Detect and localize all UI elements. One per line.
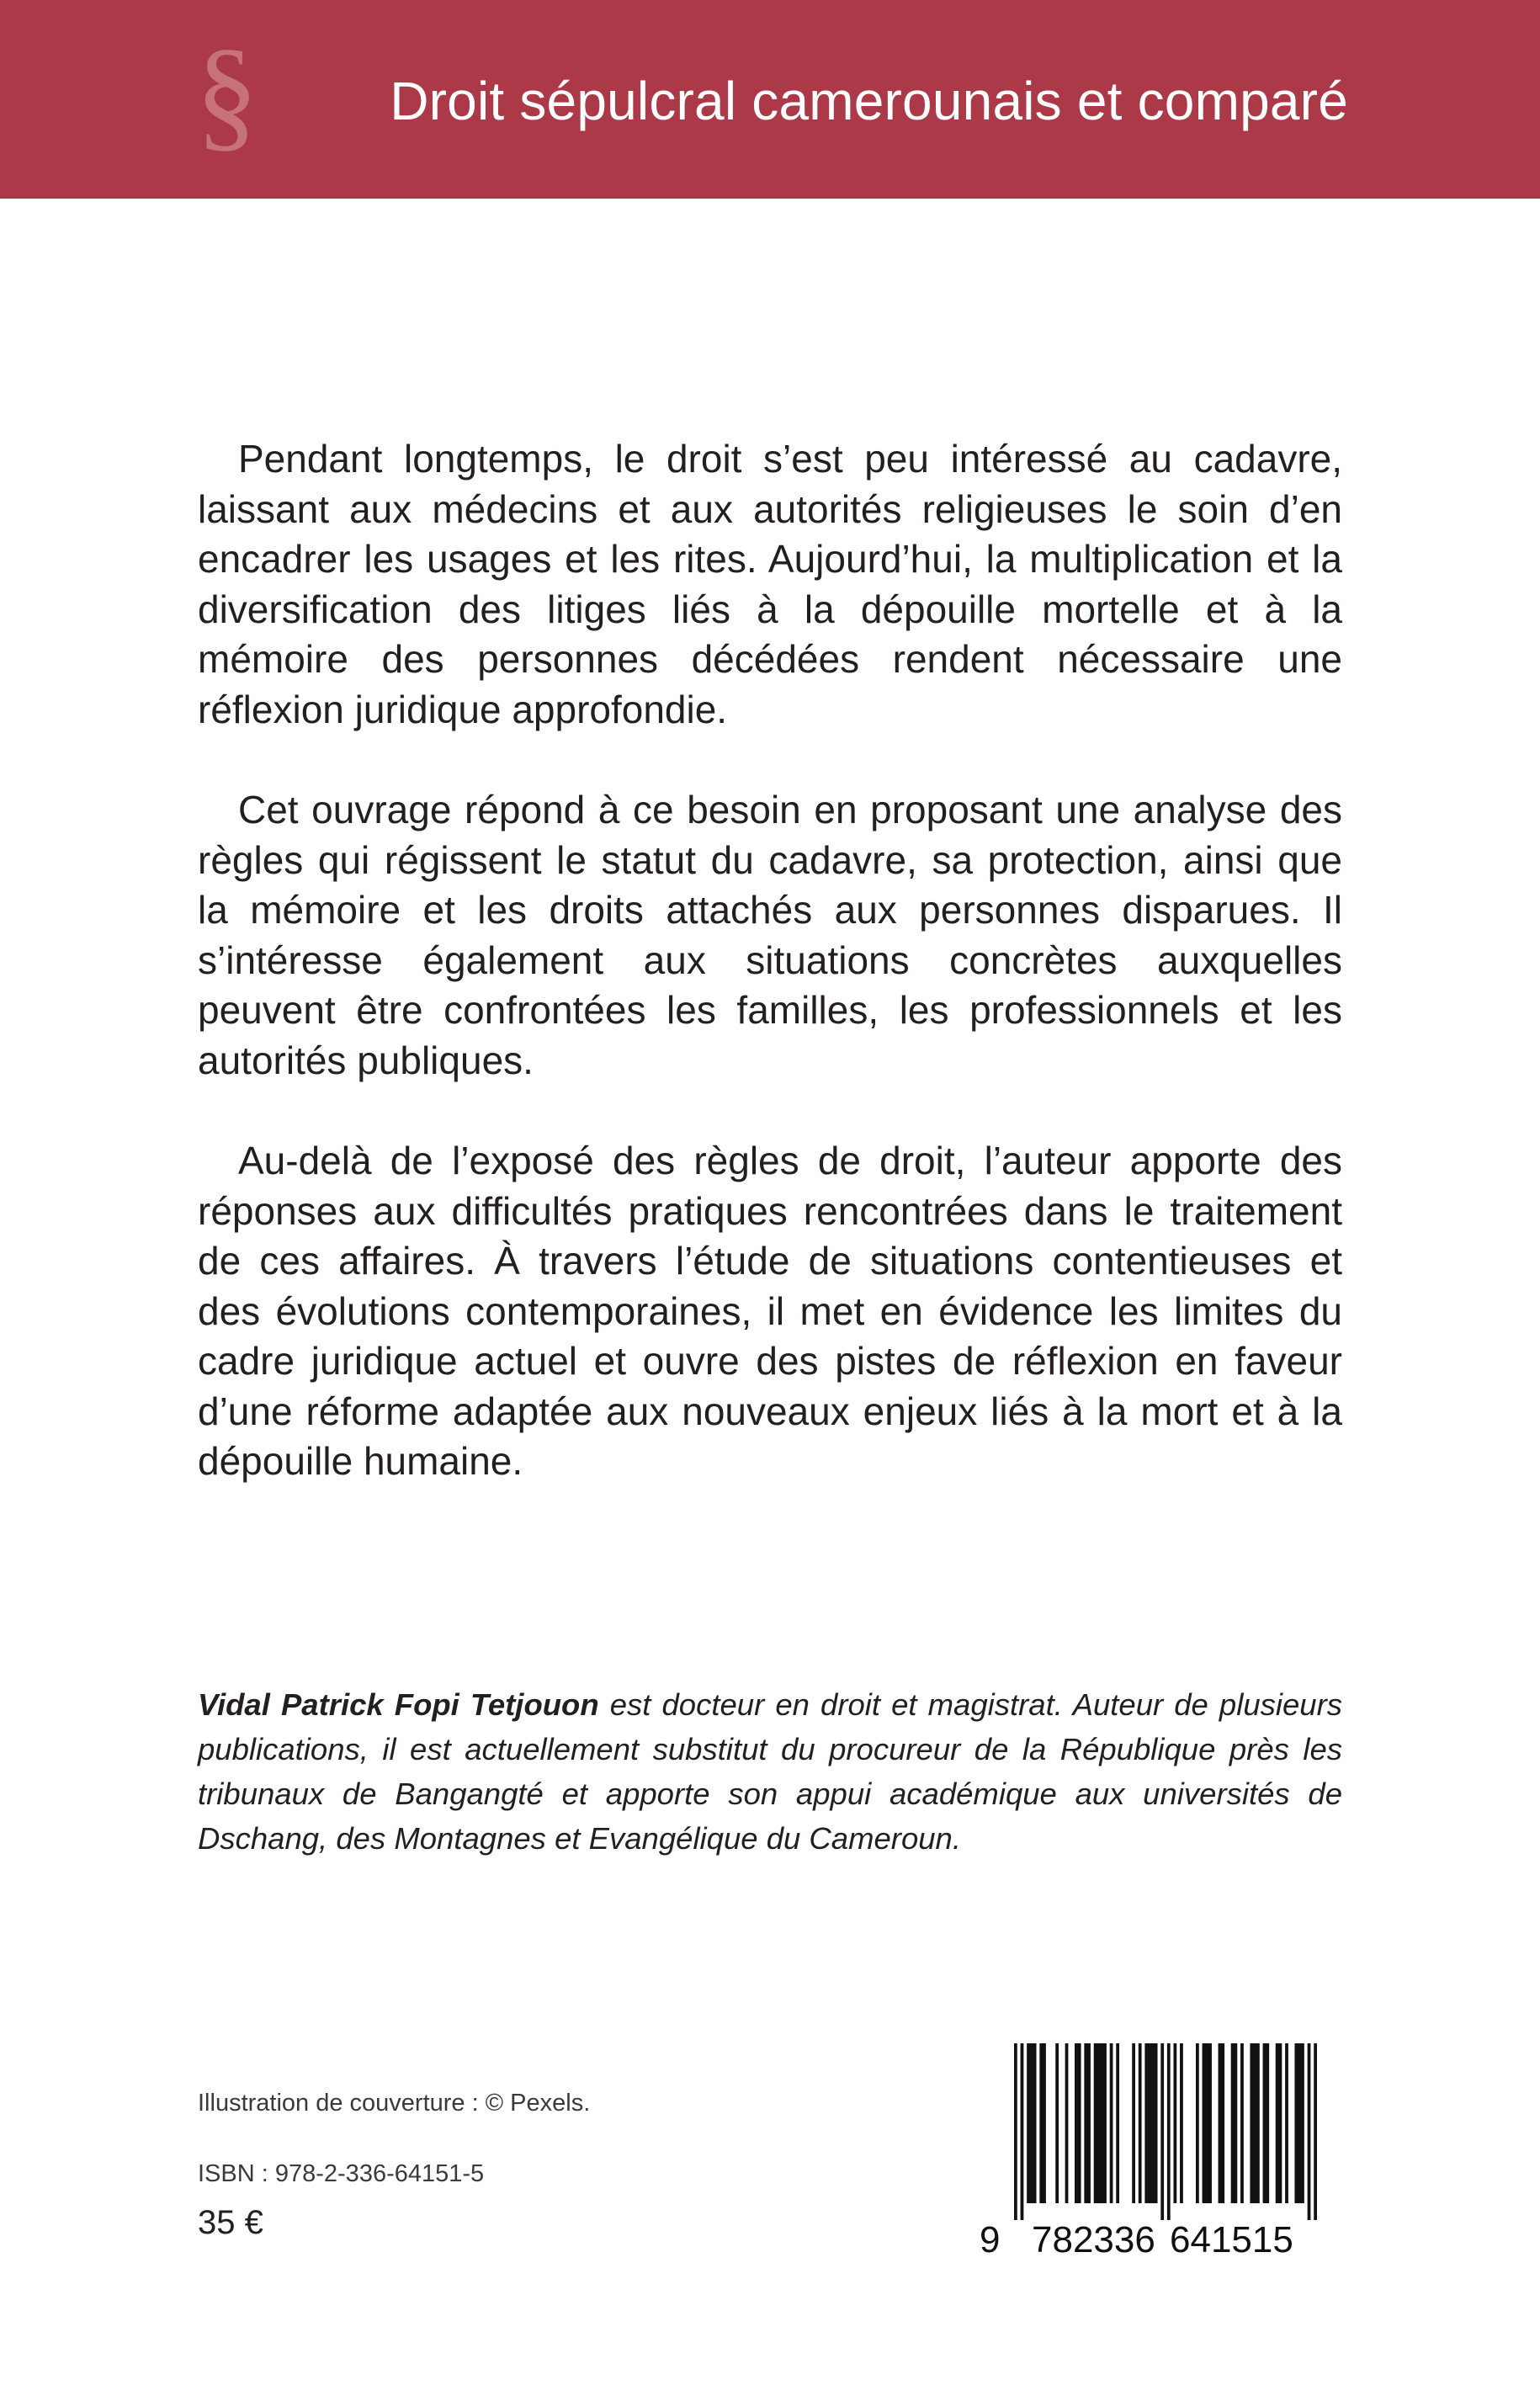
author-bio [198,1682,1342,1861]
illustration-credit: Illustration de couverture : © Pexels. [198,2090,591,2117]
barcode-bar [1240,2043,1244,2203]
barcode-bar [1250,2043,1259,2203]
barcode-bar [1014,2043,1017,2220]
barcode-bar [1139,2043,1142,2203]
barcode-bar [1027,2043,1036,2203]
barcode-bar [1160,2043,1164,2220]
barcode-bar [1144,2043,1157,2203]
price: 35 € [198,2204,263,2241]
barcode-bar [1285,2043,1288,2203]
barcode-bar [1039,2043,1046,2203]
barcode-bar [1276,2043,1282,2203]
barcode-bar [1021,2043,1024,2220]
barcode-bar [1173,2043,1176,2203]
blurb-paragraph-1: Pendant longtemps, le droit s’est peu intéressé au cadavre, laissant aux médecins et aux autorités religieuses le soin d’en encadrer les usages et les rites. Aujourd’hui, la multiplication et la diversification des litiges liés à la dépouille mortelle et à la mémoire des personnes décédées rendent nécessaire une réflexion juridique approfondie. [198,437,1342,731]
blurb-paragraph-3: Au-delà de l’exposé des règles de droit, l’auteur apporte des réponses aux difficultés pratiques rencontrées dans le traitement de ces affaires. À travers l’étude de situations contentieuses et des évolutions contemporaines, il met en évidence les limites du cadre juridique actuel et ouvre des pistes de réflexion en faveur d’une réforme adaptée aux nouveaux enjeux liés à la mort et à la dépouille humaine. [198,1139,1342,1483]
barcode-bar [1219,2043,1225,2203]
back-cover-blurb [198,434,1342,1538]
barcode-bar [1110,2043,1113,2203]
barcode-bar [1116,2043,1119,2203]
author-name: Vidal Patrick Fopi Tetjouon [198,1687,599,1722]
barcode-lead-digit: 9 [980,2219,1001,2260]
barcode-bar [1196,2043,1199,2203]
barcode-bar [1263,2043,1270,2203]
barcode-bar [1094,2043,1107,2203]
barcode-bar [1075,2043,1081,2203]
section-sign-icon: § [195,24,258,163]
barcode-bar [1203,2043,1212,2203]
series-title: Droit sépulcral camerounais et comparé [390,71,1348,131]
barcode-bar [1180,2043,1183,2203]
blurb-paragraph-2: Cet ouvrage répond à ce besoin en proposant une analyse des règles qui régissent le statut du cadavre, sa protection, ainsi que la mémoire et les droits attachés aux personnes disparues. Il s’intéresse également aux situations concrètes auxquelles peuvent être confrontées les familles, les professionnels et les autorités publiques. [198,788,1342,1082]
barcode-right-digits: 641515 [1170,2219,1293,2260]
barcode-bar [1231,2043,1238,2203]
barcode-bars [1014,2043,1317,2220]
barcode-bar [1308,2043,1311,2220]
barcode-bar [1294,2043,1304,2203]
isbn-line: ISBN : 978-2-336-64151-5 [198,2160,485,2187]
author-bio-text: est docteur en droit et magistrat. Auteur de plusieurs publications, il est actuellement substitut du procureur de la République près les tribunaux de Bangangté et apporte son appui académique aux universités de Dschang, des Montagnes et Evangélique du Cameroun. [198,1687,1342,1856]
barcode-left-digits: 782336 [1032,2219,1155,2260]
barcode-bar [1084,2043,1091,2203]
barcode-bar [1167,2043,1171,2220]
barcode-bar [1132,2043,1135,2203]
header-band [0,0,1540,199]
barcode-bar [1055,2043,1059,2203]
barcode-bar [1065,2043,1069,2203]
barcode-bar [1314,2043,1317,2220]
